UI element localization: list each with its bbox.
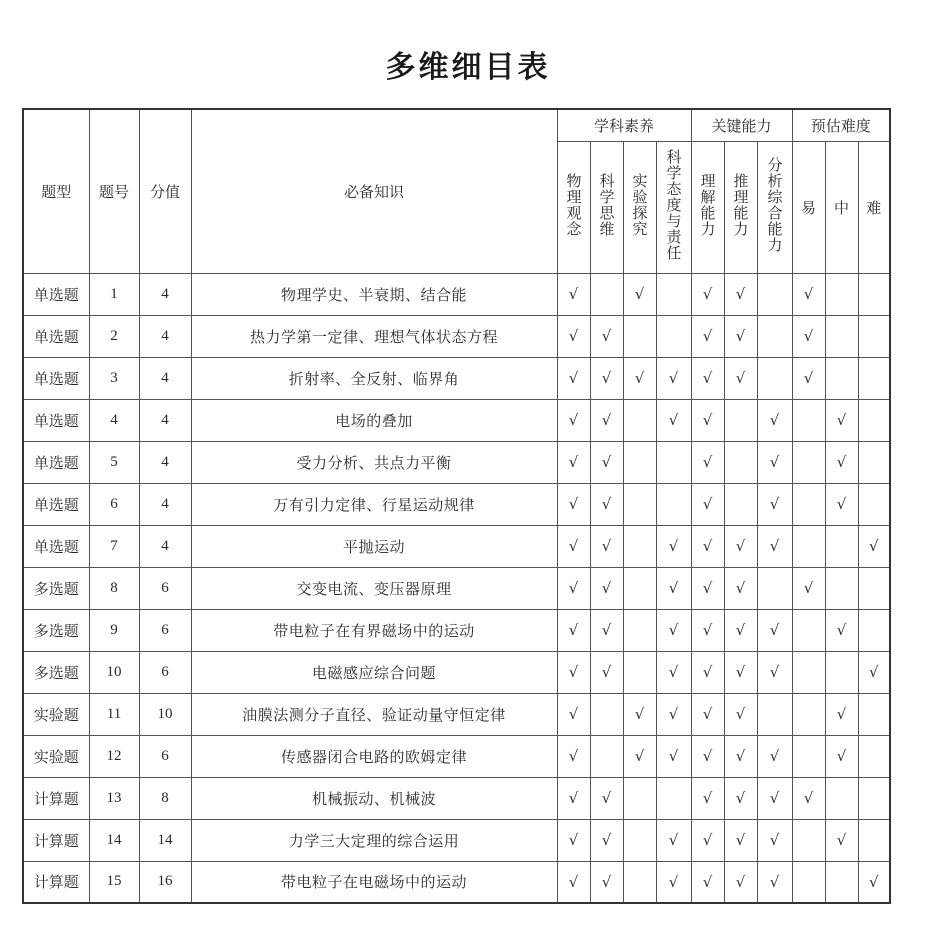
empty-cell	[825, 315, 858, 357]
empty-cell	[858, 609, 890, 651]
header-label: 分析综合能力	[765, 157, 784, 253]
empty-cell	[858, 441, 890, 483]
check-mark: √	[623, 273, 656, 315]
empty-cell	[623, 651, 656, 693]
empty-cell	[858, 483, 890, 525]
empty-cell	[590, 735, 623, 777]
table-row	[23, 735, 890, 777]
header-difficulty-hard: 难	[858, 141, 890, 273]
check-mark: √	[691, 693, 724, 735]
check-mark: √	[858, 525, 890, 567]
score-cell: 14	[139, 819, 191, 861]
check-mark: √	[656, 651, 691, 693]
check-mark: √	[691, 651, 724, 693]
empty-cell	[590, 693, 623, 735]
check-mark: √	[825, 483, 858, 525]
header-difficulty-medium: 中	[825, 141, 858, 273]
check-mark: √	[724, 777, 757, 819]
knowledge-cell: 电磁感应综合问题	[191, 651, 557, 693]
check-mark: √	[590, 315, 623, 357]
score-cell: 10	[139, 693, 191, 735]
header-ability-1	[691, 141, 724, 273]
header-label: 科学态度与责任	[664, 149, 683, 261]
empty-cell	[757, 693, 792, 735]
header-literacy-2	[590, 141, 623, 273]
empty-cell	[623, 567, 656, 609]
empty-cell	[858, 819, 890, 861]
empty-cell	[724, 483, 757, 525]
check-mark: √	[691, 777, 724, 819]
knowledge-cell: 带电粒子在有界磁场中的运动	[191, 609, 557, 651]
header-row-groups	[23, 109, 890, 141]
score-cell: 4	[139, 357, 191, 399]
check-mark: √	[691, 609, 724, 651]
check-mark: √	[792, 777, 825, 819]
number-cell: 14	[89, 819, 139, 861]
score-cell: 16	[139, 861, 191, 903]
empty-cell	[792, 819, 825, 861]
check-mark: √	[691, 567, 724, 609]
check-mark: √	[792, 315, 825, 357]
specification-table	[22, 108, 891, 904]
number-cell: 11	[89, 693, 139, 735]
empty-cell	[757, 315, 792, 357]
empty-cell	[623, 483, 656, 525]
empty-cell	[825, 651, 858, 693]
check-mark: √	[825, 735, 858, 777]
check-mark: √	[691, 441, 724, 483]
empty-cell	[858, 777, 890, 819]
type-cell: 单选题	[23, 315, 89, 357]
score-cell: 4	[139, 441, 191, 483]
table-row	[23, 693, 890, 735]
score-cell: 6	[139, 567, 191, 609]
score-cell: 4	[139, 483, 191, 525]
check-mark: √	[724, 525, 757, 567]
empty-cell	[825, 525, 858, 567]
check-mark: √	[691, 357, 724, 399]
check-mark: √	[757, 735, 792, 777]
empty-cell	[590, 273, 623, 315]
check-mark: √	[656, 357, 691, 399]
number-cell: 2	[89, 315, 139, 357]
table-row	[23, 567, 890, 609]
check-mark: √	[757, 399, 792, 441]
check-mark: √	[623, 693, 656, 735]
check-mark: √	[724, 609, 757, 651]
check-mark: √	[557, 609, 590, 651]
table-row	[23, 525, 890, 567]
header-literacy-4	[656, 141, 691, 273]
header-difficulty-easy: 易	[792, 141, 825, 273]
check-mark: √	[590, 609, 623, 651]
score-cell: 4	[139, 273, 191, 315]
type-cell: 计算题	[23, 861, 89, 903]
check-mark: √	[825, 441, 858, 483]
empty-cell	[623, 819, 656, 861]
score-cell: 6	[139, 651, 191, 693]
check-mark: √	[623, 735, 656, 777]
empty-cell	[757, 567, 792, 609]
check-mark: √	[590, 777, 623, 819]
number-cell: 4	[89, 399, 139, 441]
empty-cell	[792, 609, 825, 651]
check-mark: √	[757, 525, 792, 567]
header-literacy-3	[623, 141, 656, 273]
knowledge-cell: 力学三大定理的综合运用	[191, 819, 557, 861]
empty-cell	[858, 357, 890, 399]
type-cell: 单选题	[23, 441, 89, 483]
check-mark: √	[724, 357, 757, 399]
empty-cell	[825, 861, 858, 903]
check-mark: √	[557, 651, 590, 693]
empty-cell	[825, 567, 858, 609]
empty-cell	[792, 735, 825, 777]
empty-cell	[792, 861, 825, 903]
check-mark: √	[691, 315, 724, 357]
knowledge-cell: 万有引力定律、行星运动规律	[191, 483, 557, 525]
check-mark: √	[724, 735, 757, 777]
check-mark: √	[656, 609, 691, 651]
empty-cell	[858, 693, 890, 735]
empty-cell	[656, 441, 691, 483]
type-cell: 单选题	[23, 357, 89, 399]
check-mark: √	[825, 819, 858, 861]
check-mark: √	[656, 567, 691, 609]
type-cell: 单选题	[23, 525, 89, 567]
header-label: 实验探究	[630, 173, 649, 237]
empty-cell	[623, 609, 656, 651]
check-mark: √	[623, 357, 656, 399]
check-mark: √	[656, 735, 691, 777]
type-cell: 多选题	[23, 567, 89, 609]
number-cell: 6	[89, 483, 139, 525]
check-mark: √	[825, 693, 858, 735]
number-cell: 7	[89, 525, 139, 567]
score-cell: 8	[139, 777, 191, 819]
number-cell: 1	[89, 273, 139, 315]
check-mark: √	[656, 525, 691, 567]
check-mark: √	[757, 483, 792, 525]
empty-cell	[858, 735, 890, 777]
empty-cell	[623, 777, 656, 819]
type-cell: 单选题	[23, 399, 89, 441]
header-group-ability: 关键能力	[691, 109, 792, 141]
check-mark: √	[691, 483, 724, 525]
empty-cell	[792, 441, 825, 483]
check-mark: √	[858, 861, 890, 903]
check-mark: √	[792, 357, 825, 399]
empty-cell	[623, 441, 656, 483]
check-mark: √	[691, 861, 724, 903]
empty-cell	[825, 777, 858, 819]
header-label: 物理观念	[564, 173, 583, 237]
empty-cell	[724, 441, 757, 483]
check-mark: √	[656, 693, 691, 735]
type-cell: 单选题	[23, 483, 89, 525]
empty-cell	[724, 399, 757, 441]
empty-cell	[757, 357, 792, 399]
number-cell: 12	[89, 735, 139, 777]
header-score: 分值	[139, 109, 191, 273]
empty-cell	[792, 693, 825, 735]
score-cell: 4	[139, 399, 191, 441]
check-mark: √	[792, 567, 825, 609]
knowledge-cell: 热力学第一定律、理想气体状态方程	[191, 315, 557, 357]
table-row	[23, 441, 890, 483]
check-mark: √	[557, 693, 590, 735]
check-mark: √	[557, 735, 590, 777]
check-mark: √	[557, 315, 590, 357]
knowledge-cell: 物理学史、半衰期、结合能	[191, 273, 557, 315]
check-mark: √	[724, 651, 757, 693]
check-mark: √	[590, 357, 623, 399]
table-row	[23, 651, 890, 693]
type-cell: 计算题	[23, 777, 89, 819]
empty-cell	[623, 861, 656, 903]
check-mark: √	[557, 441, 590, 483]
check-mark: √	[691, 735, 724, 777]
header-label: 科学思维	[597, 173, 616, 237]
check-mark: √	[590, 861, 623, 903]
check-mark: √	[557, 567, 590, 609]
number-cell: 3	[89, 357, 139, 399]
check-mark: √	[557, 273, 590, 315]
check-mark: √	[691, 273, 724, 315]
empty-cell	[623, 525, 656, 567]
number-cell: 15	[89, 861, 139, 903]
table-row	[23, 315, 890, 357]
empty-cell	[623, 315, 656, 357]
empty-cell	[792, 525, 825, 567]
check-mark: √	[590, 525, 623, 567]
score-cell: 6	[139, 735, 191, 777]
check-mark: √	[656, 861, 691, 903]
type-cell: 单选题	[23, 273, 89, 315]
empty-cell	[656, 315, 691, 357]
check-mark: √	[792, 273, 825, 315]
check-mark: √	[724, 315, 757, 357]
empty-cell	[825, 357, 858, 399]
empty-cell	[858, 315, 890, 357]
check-mark: √	[590, 567, 623, 609]
header-number: 题号	[89, 109, 139, 273]
number-cell: 9	[89, 609, 139, 651]
check-mark: √	[757, 441, 792, 483]
type-cell: 计算题	[23, 819, 89, 861]
empty-cell	[656, 273, 691, 315]
number-cell: 8	[89, 567, 139, 609]
header-literacy-1	[557, 141, 590, 273]
empty-cell	[858, 273, 890, 315]
score-cell: 6	[139, 609, 191, 651]
header-label: 理解能力	[698, 173, 717, 237]
check-mark: √	[724, 861, 757, 903]
check-mark: √	[825, 399, 858, 441]
table-row	[23, 777, 890, 819]
knowledge-cell: 折射率、全反射、临界角	[191, 357, 557, 399]
table-row	[23, 483, 890, 525]
number-cell: 10	[89, 651, 139, 693]
empty-cell	[792, 483, 825, 525]
table-row	[23, 609, 890, 651]
check-mark: √	[757, 651, 792, 693]
score-cell: 4	[139, 315, 191, 357]
check-mark: √	[757, 819, 792, 861]
check-mark: √	[656, 399, 691, 441]
check-mark: √	[691, 525, 724, 567]
knowledge-cell: 受力分析、共点力平衡	[191, 441, 557, 483]
header-label: 推理能力	[731, 173, 750, 237]
empty-cell	[757, 273, 792, 315]
knowledge-cell: 平抛运动	[191, 525, 557, 567]
check-mark: √	[590, 399, 623, 441]
header-type: 题型	[23, 109, 89, 273]
check-mark: √	[757, 777, 792, 819]
header-group-difficulty: 预估难度	[792, 109, 890, 141]
knowledge-cell: 油膜法测分子直径、验证动量守恒定律	[191, 693, 557, 735]
check-mark: √	[590, 651, 623, 693]
empty-cell	[623, 399, 656, 441]
page-title: 多维细目表	[385, 50, 551, 85]
empty-cell	[792, 399, 825, 441]
empty-cell	[792, 651, 825, 693]
empty-cell	[656, 777, 691, 819]
knowledge-cell: 电场的叠加	[191, 399, 557, 441]
type-cell: 实验题	[23, 735, 89, 777]
empty-cell	[858, 567, 890, 609]
empty-cell	[825, 273, 858, 315]
number-cell: 13	[89, 777, 139, 819]
score-cell: 4	[139, 525, 191, 567]
check-mark: √	[590, 441, 623, 483]
knowledge-cell: 交变电流、变压器原理	[191, 567, 557, 609]
table-row	[23, 861, 890, 903]
check-mark: √	[557, 861, 590, 903]
check-mark: √	[557, 399, 590, 441]
check-mark: √	[691, 399, 724, 441]
check-mark: √	[557, 819, 590, 861]
knowledge-cell: 带电粒子在电磁场中的运动	[191, 861, 557, 903]
header-ability-2	[724, 141, 757, 273]
empty-cell	[656, 483, 691, 525]
check-mark: √	[825, 609, 858, 651]
knowledge-cell: 传感器闭合电路的欧姆定律	[191, 735, 557, 777]
table-row	[23, 357, 890, 399]
empty-cell	[858, 399, 890, 441]
check-mark: √	[590, 819, 623, 861]
check-mark: √	[757, 861, 792, 903]
check-mark: √	[858, 651, 890, 693]
check-mark: √	[724, 693, 757, 735]
table-row	[23, 273, 890, 315]
check-mark: √	[557, 525, 590, 567]
check-mark: √	[557, 483, 590, 525]
check-mark: √	[691, 819, 724, 861]
check-mark: √	[590, 483, 623, 525]
check-mark: √	[724, 819, 757, 861]
header-knowledge: 必备知识	[191, 109, 557, 273]
knowledge-cell: 机械振动、机械波	[191, 777, 557, 819]
type-cell: 多选题	[23, 651, 89, 693]
header-ability-3	[757, 141, 792, 273]
check-mark: √	[557, 777, 590, 819]
check-mark: √	[724, 567, 757, 609]
table-row	[23, 819, 890, 861]
table-row	[23, 399, 890, 441]
check-mark: √	[757, 609, 792, 651]
type-cell: 实验题	[23, 693, 89, 735]
header-group-literacy: 学科素养	[557, 109, 691, 141]
number-cell: 5	[89, 441, 139, 483]
check-mark: √	[724, 273, 757, 315]
check-mark: √	[656, 819, 691, 861]
check-mark: √	[557, 357, 590, 399]
type-cell: 多选题	[23, 609, 89, 651]
table-body	[23, 273, 890, 903]
